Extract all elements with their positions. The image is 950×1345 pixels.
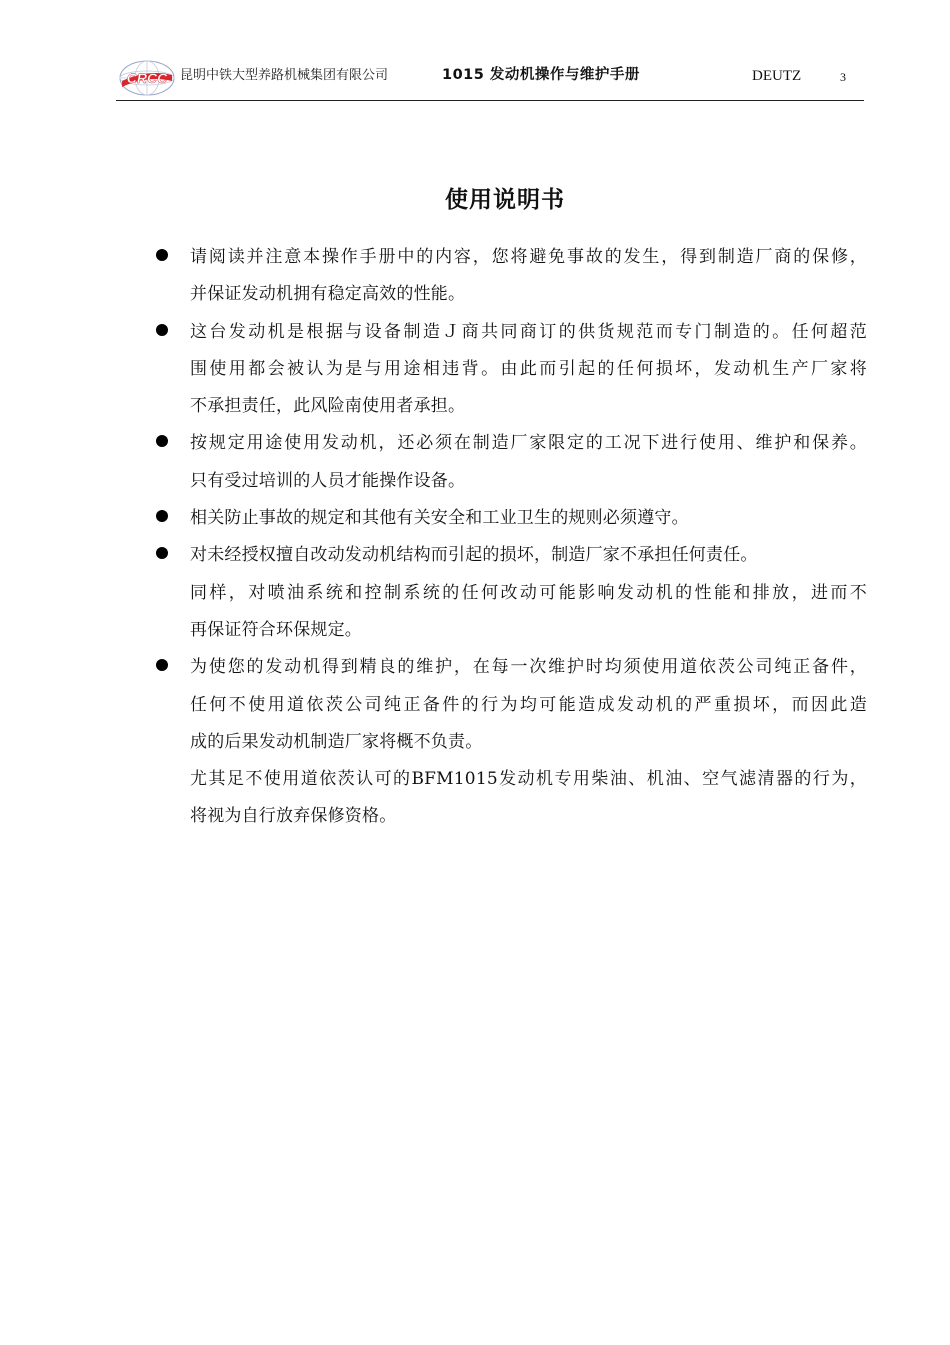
bullet-icon xyxy=(156,659,168,671)
paragraph-line: 同样，对喷油系统和控制系统的任何改动可能影响发动机的性能和排放，进而不 xyxy=(190,582,867,603)
company-name: 昆明中铁大型养路机械集团有限公司 xyxy=(180,68,389,83)
list-item xyxy=(155,500,867,537)
paragraph-line: 只有受过培训的人员才能操作设备。 xyxy=(190,470,466,491)
paragraph-line: 为使您的发动机得到精良的维护，在每一次维护时均须使用道依茨公司纯正备件， xyxy=(190,657,867,678)
bullet-icon xyxy=(156,435,168,447)
paragraph-line: 对未经授权擅自改动发动机结构而引起的损坏，制造厂家不承担任何责任。 xyxy=(190,545,758,566)
paragraph-line: 尤其足不使用道依茨认可的BFM1015发动机专用柴油、机油、空气滤清器的行为， xyxy=(190,769,867,790)
continuation-paragraph xyxy=(155,761,867,836)
list-item xyxy=(155,425,867,500)
bullet-icon xyxy=(156,324,168,336)
bullet-icon xyxy=(156,547,168,559)
page-number: 3 xyxy=(840,70,846,84)
paragraph-line: 不承担责任，此风险南使用者承担。 xyxy=(190,396,466,417)
bullet-icon xyxy=(156,510,168,522)
list-item xyxy=(155,239,867,314)
manual-title: 1015 发动机操作与维护手册 xyxy=(442,67,640,83)
list-item xyxy=(155,649,867,761)
document-title: 使用说明书 xyxy=(445,187,565,213)
list-item xyxy=(155,537,867,574)
company-logo xyxy=(118,59,176,97)
paragraph-line: 再保证符合环保规定。 xyxy=(190,619,362,640)
paragraph-line: 这台发动机是根据与设备制造Ｊ商共同商订的供货规范而专门制造的。任何超范 xyxy=(190,321,867,342)
paragraph-line: 围使用都会被认为是与用途相违背。由此而引起的任何损坏，发动机生产厂家将 xyxy=(190,358,867,379)
paragraph-line: 将视为自行放弃保修资格。 xyxy=(190,806,397,827)
page-header xyxy=(116,56,864,101)
brand-name: DEUTZ xyxy=(752,68,802,84)
continuation-paragraph xyxy=(155,575,867,650)
document-body xyxy=(155,239,867,836)
paragraph-line: 请阅读并注意本操作手册中的内容，您将避免事故的发生，得到制造厂商的保修， xyxy=(190,247,867,267)
paragraph-line: 按规定用途使用发动机，还必须在制造厂家限定的工况下进行使用、维护和保养。 xyxy=(190,433,867,454)
bullet-icon xyxy=(156,249,168,261)
paragraph-line: 任何不使用道依茨公司纯正备件的行为均可能造成发动机的严重损坏，而因此造 xyxy=(190,694,867,715)
logo-text: CRCC xyxy=(126,70,168,86)
paragraph-line: 成的后果发动机制造厂家将概不负责。 xyxy=(190,731,483,752)
paragraph-line: 并保证发动机拥有稳定高效的性能。 xyxy=(190,284,466,305)
paragraph-line: 相关防止事故的规定和其他有关安全和工业卫生的规则必须遵守。 xyxy=(190,508,689,529)
list-item xyxy=(155,314,867,426)
